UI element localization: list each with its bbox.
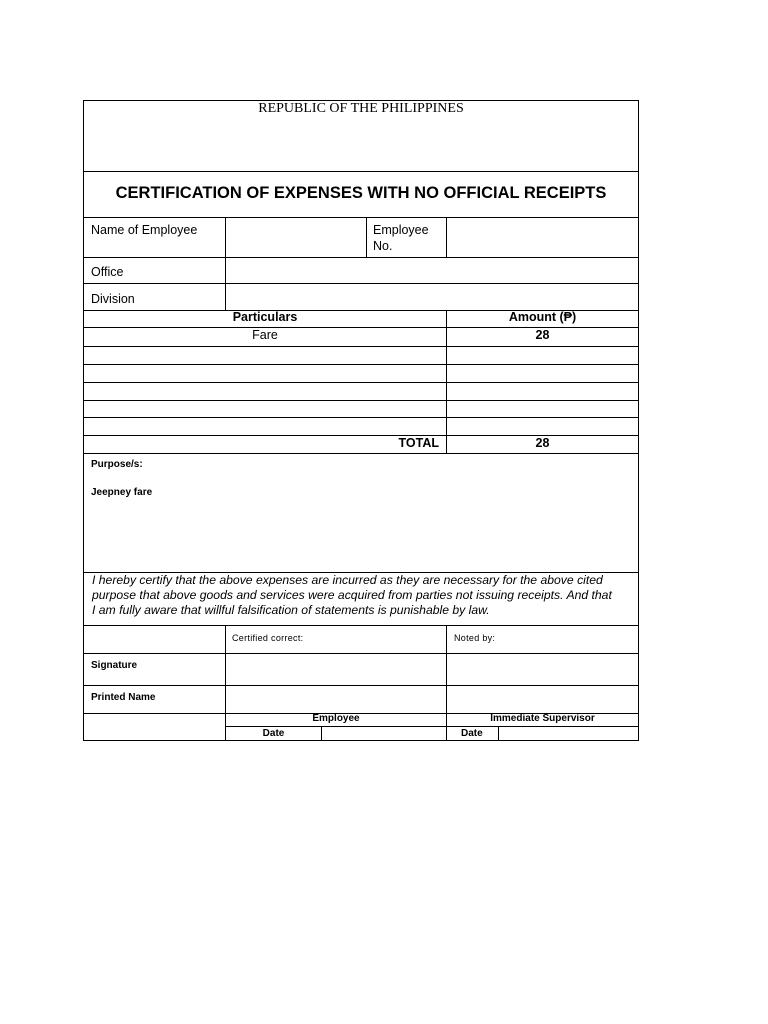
noted-by-label: Noted by: <box>454 633 496 643</box>
printed-name-label: Printed Name <box>91 692 156 703</box>
particular-cell[interactable]: Fare <box>252 328 278 342</box>
certification-line-3: I am fully aware that willful falsification of statements is punishable by law. <box>92 603 490 617</box>
purpose-value[interactable]: Jeepney fare <box>91 487 153 498</box>
supervisor-printed-name-field[interactable] <box>447 686 638 713</box>
certified-correct-label: Certified correct: <box>232 633 304 643</box>
division-field[interactable] <box>226 284 638 309</box>
republic-heading: REPUBLIC OF THE PHILIPPINES <box>258 101 464 116</box>
divider <box>84 171 638 172</box>
amount-cell[interactable] <box>447 418 638 435</box>
particular-cell[interactable] <box>84 383 446 400</box>
amount-cell[interactable]: 28 <box>535 328 550 342</box>
division-label: Division <box>91 292 135 306</box>
certification-line-2: purpose that above goods and services were acquired from parties not issuing receipts. And that <box>92 588 612 602</box>
immediate-supervisor-caption: Immediate Supervisor <box>490 713 595 724</box>
total-amount: 28 <box>535 436 550 450</box>
amount-header: Amount (₱) <box>508 310 577 324</box>
total-label: TOTAL <box>398 436 439 450</box>
form-title: CERTIFICATION OF EXPENSES WITH NO OFFICIAL RECEIPTS <box>115 184 607 202</box>
particulars-header: Particulars <box>232 310 298 324</box>
employee-printed-name-field[interactable] <box>226 686 446 713</box>
particular-cell[interactable] <box>84 365 446 382</box>
employee-no-label-line1: Employee <box>373 223 429 237</box>
particular-cell[interactable] <box>84 347 446 364</box>
amount-cell[interactable] <box>447 383 638 400</box>
signature-label: Signature <box>91 660 138 671</box>
employee-number-field[interactable] <box>447 218 638 256</box>
supervisor-signature-field[interactable] <box>447 654 638 685</box>
amount-cell[interactable] <box>447 401 638 417</box>
employee-signature-field[interactable] <box>226 654 446 685</box>
particular-cell[interactable] <box>84 401 446 417</box>
certification-line-1: I hereby certify that the above expenses are incurred as they are necessary for the above cited <box>92 573 603 587</box>
office-field[interactable] <box>226 258 638 283</box>
expense-certification-form <box>83 100 639 741</box>
employee-date-field[interactable] <box>322 727 446 741</box>
purpose-label: Purpose/s: <box>91 459 143 470</box>
amount-cell[interactable] <box>447 365 638 382</box>
employee-date-label: Date <box>262 728 285 739</box>
divider <box>84 453 638 454</box>
supervisor-date-field[interactable] <box>499 727 638 741</box>
employee-no-label-line2: No. <box>373 239 393 253</box>
name-of-employee-label: Name of Employee <box>91 223 198 237</box>
employee-name-field[interactable] <box>226 218 366 256</box>
office-label: Office <box>91 265 124 279</box>
employee-caption: Employee <box>312 713 360 724</box>
amount-cell[interactable] <box>447 347 638 364</box>
particular-cell[interactable] <box>84 418 446 435</box>
divider <box>84 625 638 626</box>
supervisor-date-label: Date <box>461 728 483 739</box>
divider <box>366 217 367 257</box>
